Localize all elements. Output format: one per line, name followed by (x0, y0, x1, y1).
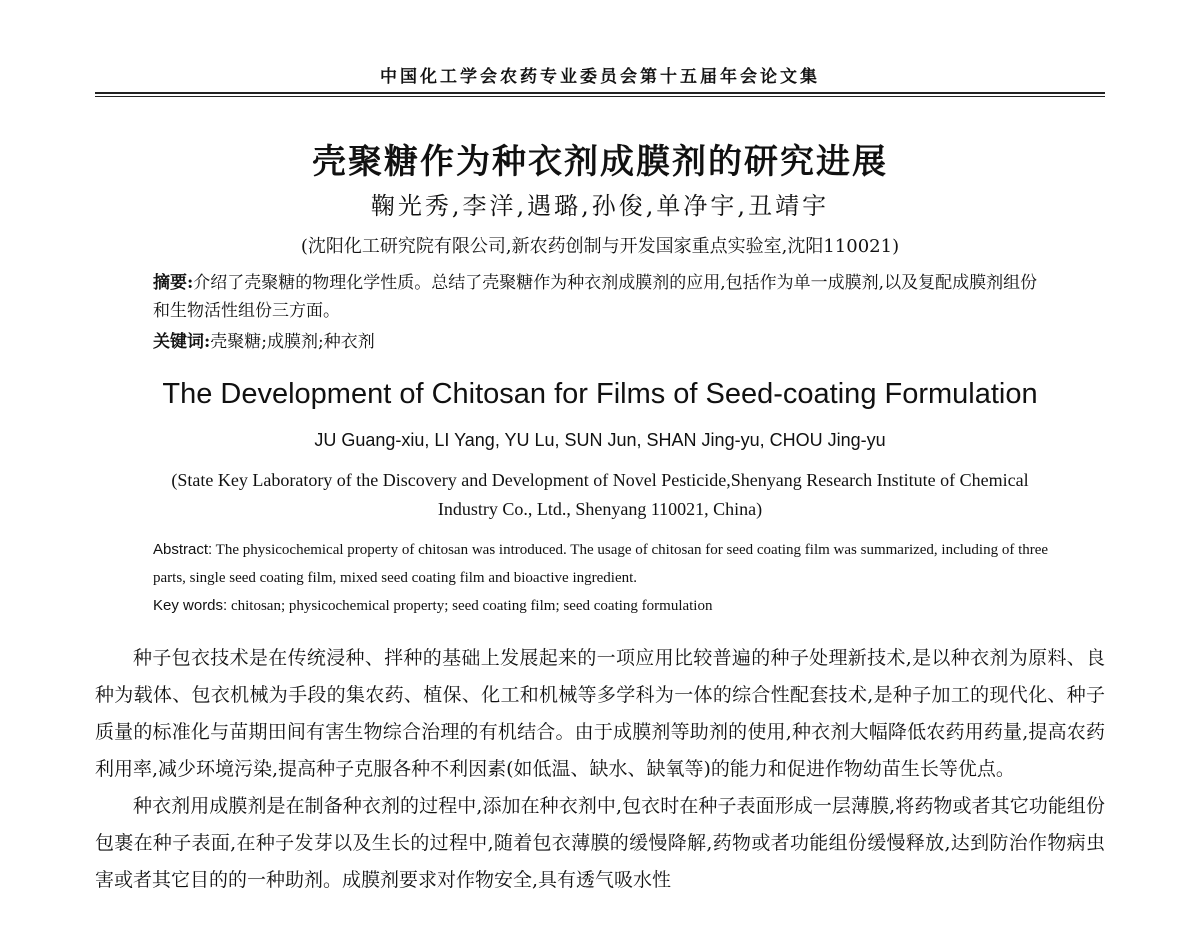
header-rule (95, 92, 1105, 97)
abstract-en-text: The physicochemical property of chitosan was introduced. The usage of chitosan for seed coating film was summarized, including of three parts, single seed coating film, mixed seed coating film and bioactive ingredient. (153, 542, 1049, 586)
keywords-cn-label: 关键词: (153, 332, 211, 352)
running-header: 中国化工学会农药专业委员会第十五届年会论文集 (380, 67, 820, 87)
authors-en: JU Guang-xiu, LI Yang, YU Lu, SUN Jun, SHAN Jing-yu, CHOU Jing-yu (314, 430, 886, 450)
body-paragraph: 种子包衣技术是在传统浸种、拌种的基础上发展起来的一项应用比较普遍的种子处理新技术,是以种衣剂为原料、良种为载体、包衣机械为手段的集农药、植保、化工和机械等多学科为一体的综合性配套技术,是种子加工的现代化、种子质量的标准化与苗期田间有害生物综合治理的有机结合。由于成膜剂等助剂的使用,种衣剂大幅降低农药用药量,提高农药利用率,减少环境污染,提高种子克服各种不利因素(如低温、缺水、缺氧等)的能力和促进作物幼苗生长等优点。 (95, 647, 1105, 780)
keywords-en-label: Key words: (153, 597, 228, 614)
title-en: The Development of Chitosan for Films of Seed-coating Formulation (162, 378, 1038, 410)
body-paragraph: 种衣剂用成膜剂是在制备种衣剂的过程中,添加在种衣剂中,包衣时在种子表面形成一层薄膜,将药物或者其它功能组份包裹在种子表面,在种子发芽以及生长的过程中,随着包衣薄膜的缓慢降解,药物或者功能组份缓慢释放,达到防治作物病虫害或者其它目的的一种助剂。成膜剂要求对作物安全,具有透气吸水性 (95, 795, 1105, 891)
keywords-en-text: chitosan; physicochemical property; seed coating film; seed coating formulation (230, 598, 713, 614)
abstract-en-label: Abstract: (153, 541, 213, 558)
abstract-cn (153, 269, 1053, 325)
authors-cn: 鞠光秀,李洋,遇璐,孙俊,单净宇,丑靖宇 (370, 192, 830, 220)
keywords-cn-text: 壳聚糖;成膜剂;种衣剂 (210, 332, 375, 352)
body-text (95, 640, 1105, 899)
keywords-en (153, 594, 1053, 618)
affiliation-cn: (沈阳化工研究院有限公司,新农药创制与开发国家重点实验室,沈阳110021) (300, 236, 900, 257)
abstract-cn-text: 介绍了壳聚糖的物理化学性质。总结了壳聚糖作为种衣剂成膜剂的应用,包括作为单一成膜剂,以及复配成膜剂组份和生物活性组份三方面。 (153, 273, 1038, 321)
abstract-cn-label: 摘要: (153, 273, 194, 293)
abstract-en (153, 536, 1053, 592)
affiliation-en: (State Key Laboratory of the Discovery and Development of Novel Pesticide,Shenyang Research Institute of Chemical Industry Co., Ltd., Shenyang 110021, China) (171, 470, 1029, 519)
title-cn: 壳聚糖作为种衣剂成膜剂的研究进展 (312, 142, 888, 182)
keywords-cn (153, 330, 1053, 354)
